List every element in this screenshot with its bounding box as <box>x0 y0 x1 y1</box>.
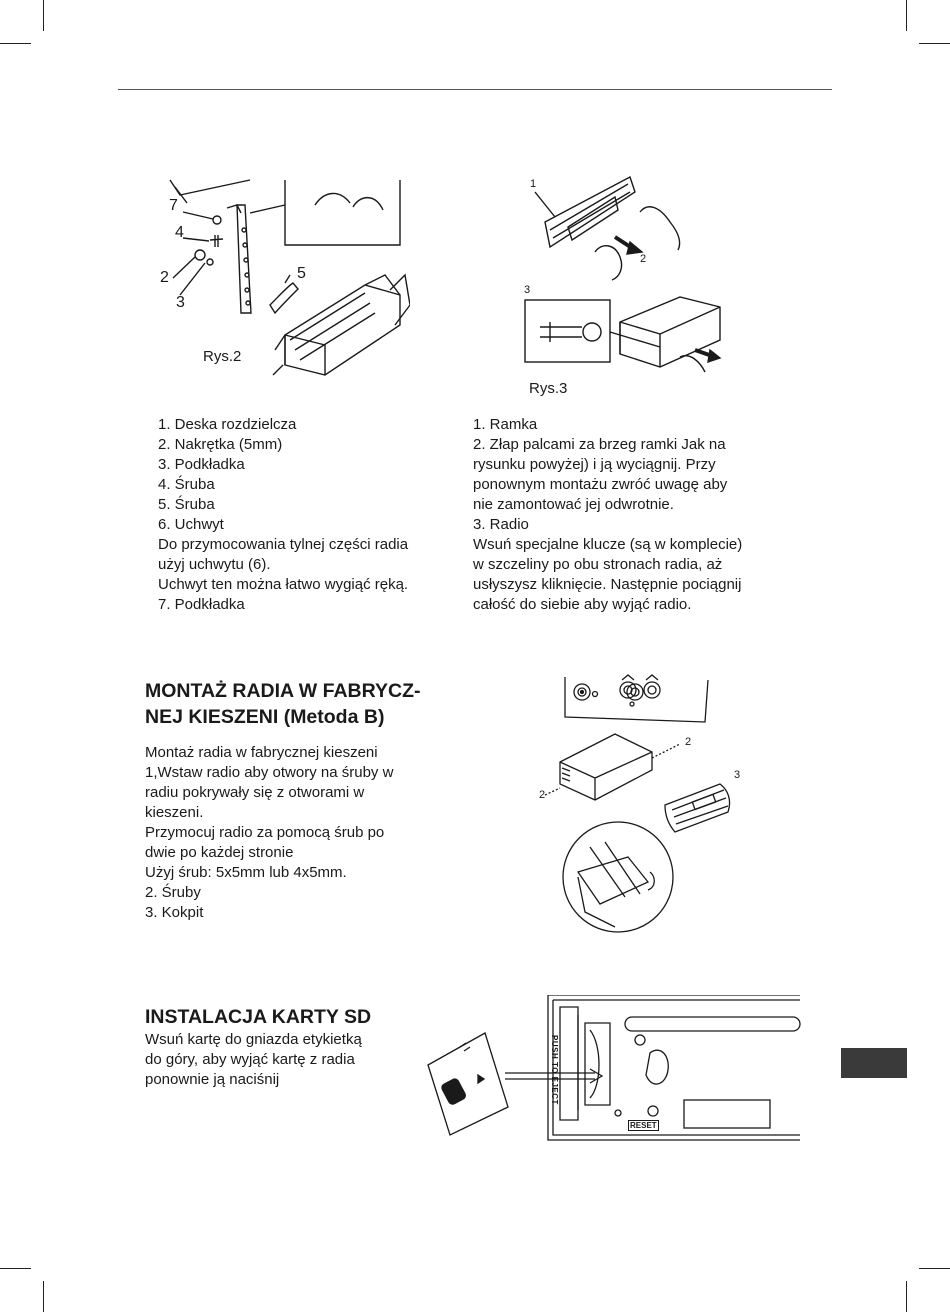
callout-2: 2 <box>539 789 546 801</box>
crop-mark <box>919 1268 950 1269</box>
callout-3: 3 <box>176 294 185 311</box>
crop-mark <box>919 43 950 44</box>
list-item: 1. Deska rozdzielcza <box>158 416 297 433</box>
list-item: 2. Nakrętka (5mm) <box>158 436 283 453</box>
section-heading-method-b <box>145 678 421 730</box>
sd-card-logo: SD <box>446 1085 464 1102</box>
figure-sd-card <box>420 995 802 1150</box>
text-line: Użyj śrub: 5x5mm lub 4x5mm. <box>145 864 347 881</box>
left-list <box>158 415 408 615</box>
list-item: 5. Śruba <box>158 496 215 513</box>
header-rule <box>118 89 832 90</box>
text-line: do góry, aby wyjąć kartę z radia <box>145 1051 355 1068</box>
list-item: ponownym montażu zwróć uwagę aby <box>473 476 728 493</box>
right-list <box>473 415 742 615</box>
figure-caption: Rys.2 <box>203 348 242 365</box>
text-line: dwie po każdej stronie <box>145 844 294 861</box>
heading-line: MONTAŻ RADIA W FABRYCZ- <box>145 680 421 702</box>
callout-4: 4 <box>175 224 184 241</box>
text-line: 3. Kokpit <box>145 904 204 921</box>
text-line: ponownie ją naciśnij <box>145 1071 280 1088</box>
list-item: 7. Podkładka <box>158 596 245 613</box>
list-item: rysunku powyżej) i ją wyciągnij. Przy <box>473 456 716 473</box>
callout-5: 5 <box>297 265 306 282</box>
callout-2: 2 <box>685 736 692 748</box>
list-item: Uchwyt ten można łatwo wygiąć ręką. <box>158 576 409 593</box>
text-line: 1,Wstaw radio aby otwory na śruby w <box>145 764 394 781</box>
crop-mark <box>906 0 907 31</box>
callout-7: 7 <box>169 197 178 214</box>
list-item: użyj uchwytu (6). <box>158 556 271 573</box>
method-b-text <box>145 743 393 923</box>
callout-1: 1 <box>530 178 537 190</box>
list-item: 3. Podkładka <box>158 456 245 473</box>
crop-mark <box>43 1281 44 1312</box>
callout-2: 2 <box>160 269 169 286</box>
chapter-tab <box>841 1048 907 1078</box>
crop-mark <box>0 1268 31 1269</box>
section-heading-sd: INSTALACJA KARTY SD <box>145 1006 372 1028</box>
list-item: całość do siebie aby wyjąć radio. <box>473 596 692 613</box>
callout-2: 2 <box>640 253 647 265</box>
text-line: Wsuń kartę do gniazda etykietką <box>145 1031 362 1048</box>
crop-mark <box>43 0 44 31</box>
slot-label: PUSH TO EJECT <box>550 1035 559 1105</box>
list-item: nie zamontować jej odwrotnie. <box>473 496 674 513</box>
figure-method-b <box>530 672 760 934</box>
text-line: kieszeni. <box>145 804 204 821</box>
list-item: 2. Złap palcami za brzeg ramki Jak na <box>473 436 726 453</box>
heading-line: NEJ KIESZENI (Metoda B) <box>145 706 385 728</box>
callout-3: 3 <box>524 284 531 296</box>
text-line: 2. Śruby <box>145 884 201 901</box>
text-line: Przymocuj radio za pomocą śrub po <box>145 824 385 841</box>
text-line: Montaż radia w fabrycznej kieszeni <box>145 744 378 761</box>
list-item: Do przymocowania tylnej części radia <box>158 536 409 553</box>
figure-caption: Rys.3 <box>529 380 568 397</box>
list-item: usłyszysz kliknięcie. Następnie pociągnij <box>473 576 742 593</box>
list-item: 6. Uchwyt <box>158 516 224 533</box>
sd-text <box>145 1030 362 1090</box>
list-item: 3. Radio <box>473 516 529 533</box>
list-item: 4. Śruba <box>158 476 215 493</box>
reset-label: RESET <box>630 1121 657 1130</box>
figure-rys3 <box>520 172 750 397</box>
figure-rys2 <box>155 175 410 400</box>
crop-mark <box>906 1281 907 1312</box>
list-item: 1. Ramka <box>473 416 538 433</box>
crop-mark <box>0 43 31 44</box>
text-line: radiu pokrywały się z otworami w <box>145 784 365 801</box>
callout-3: 3 <box>734 769 741 781</box>
list-item: w szczeliny po obu stronach radia, aż <box>473 556 723 573</box>
list-item: Wsuń specjalne klucze (są w komplecie) <box>473 536 743 553</box>
